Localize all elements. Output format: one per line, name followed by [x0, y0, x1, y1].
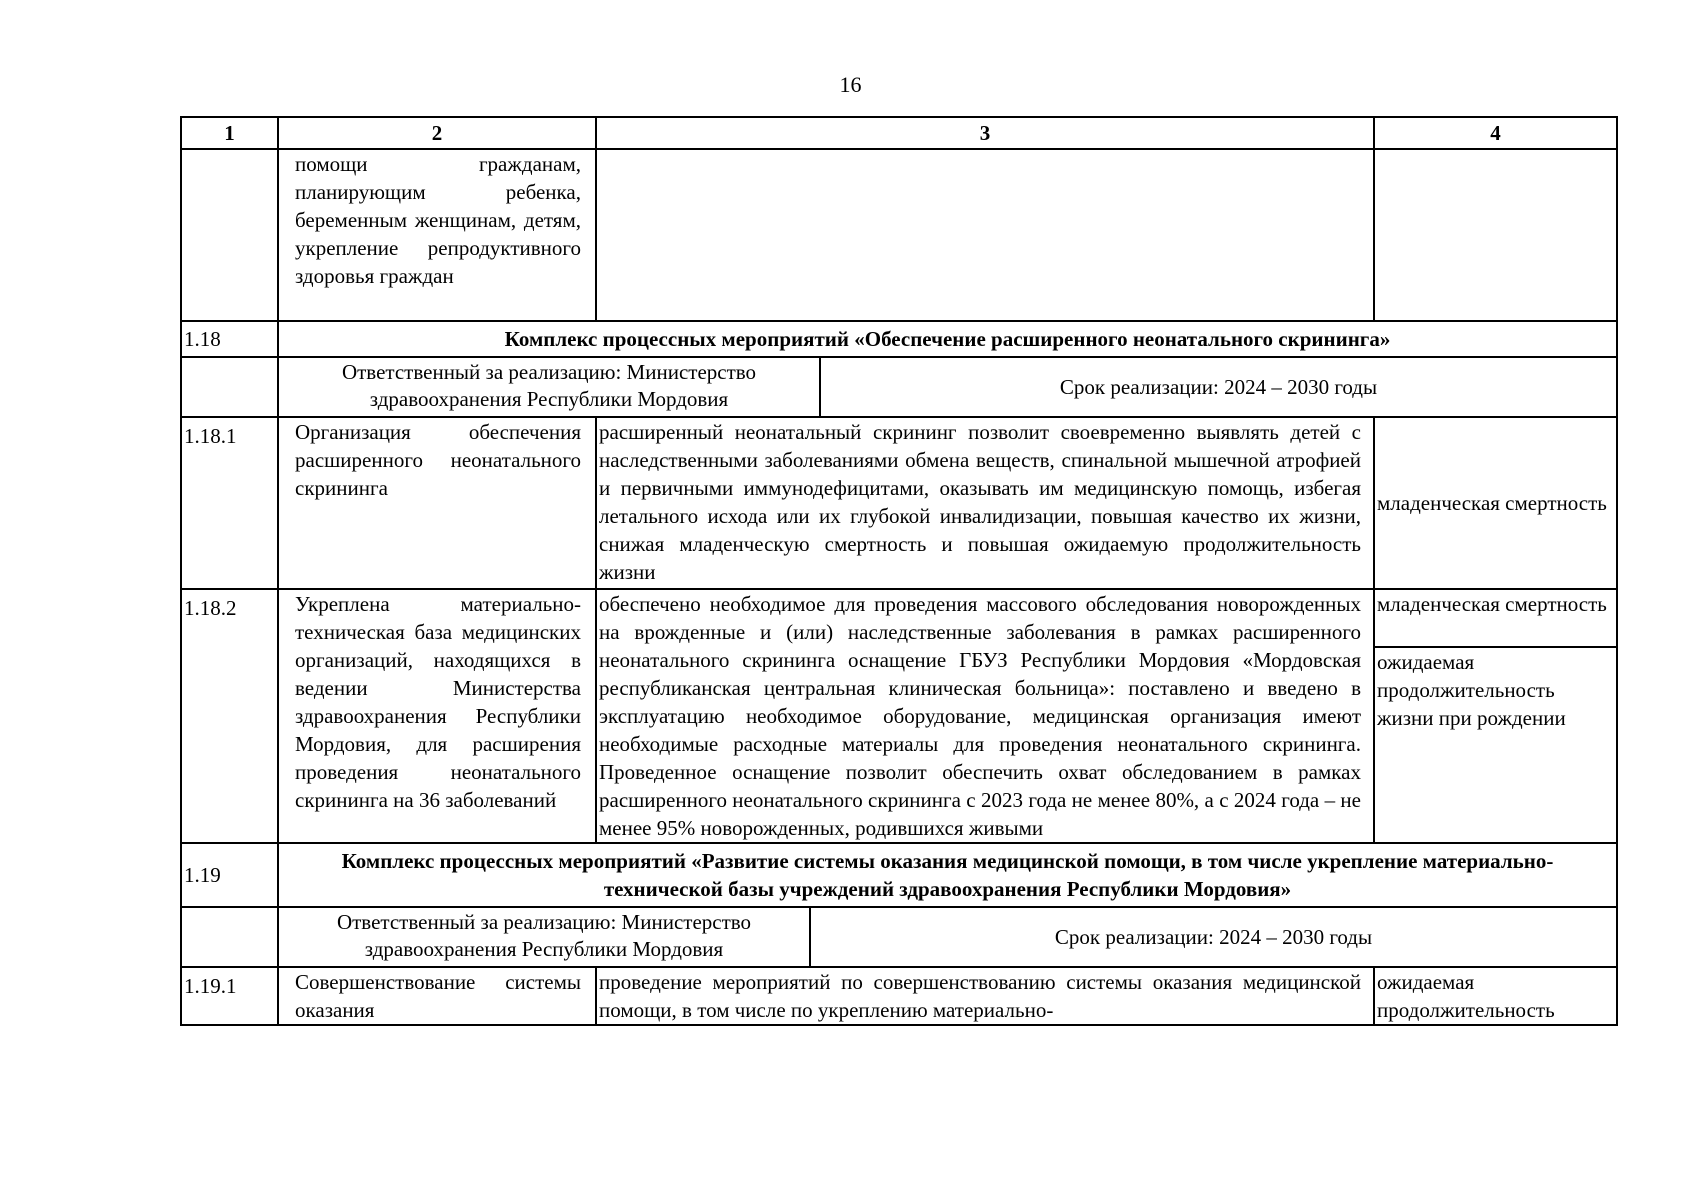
table-header-row	[181, 117, 1617, 149]
term-text: Срок реализации: 2024 – 2030 годы	[1059, 375, 1378, 399]
result-description-cell: обеспечено необходимое для проведения массового обследования новорожденных на врожденные и (или) наследственные заболевания в рамках расширенного неонатального скрининга оснащение ГБУЗ Республики Мордовия «Мордовская республиканская центральная клиническая больница»: поставлено и введено в эксплуатацию необходимое оборудование, медицинская организация имеют необходимые расходные материалы для проведения неонатального скрининга. Проведенное оснащение позволит обеспечить охват обследованием в рамках расширенного неонатального скрининга с 2023 года не менее 80%, а с 2024 года – не менее 95% новорожденных, родившихся живыми	[596, 589, 1374, 843]
activity-name-cell: Укреплена материально-техническая база медицинских организаций, находящихся в ведении Министерства здравоохранения Республики Мордовия, для расширения проведения неонатального скрининга на 36 заболеваний	[278, 589, 596, 843]
responsible-row-1-19	[181, 907, 1617, 967]
row-number: 1.18.1	[181, 417, 278, 589]
activity-name-cell: Совершенствование системы оказания	[278, 967, 596, 1025]
indicator-life-expectancy: ожидаемая продолжительность жизни при рождении	[1377, 650, 1566, 730]
responsible-row-1-18	[181, 357, 1617, 417]
table-row-1-18-2	[181, 589, 1617, 843]
column-header-4: 4	[1374, 117, 1617, 149]
term-text: Срок реализации: 2024 – 2030 годы	[1054, 925, 1373, 949]
empty-number-cell	[181, 357, 278, 417]
indicator-cell: ожидаемая продолжительность	[1374, 967, 1617, 1025]
indicator-cell: младенческая смертность	[1374, 417, 1617, 589]
activities-table	[180, 116, 1618, 1026]
indicator-cell	[1374, 589, 1617, 843]
table-row-continuation	[181, 149, 1617, 321]
section-row-1-18	[181, 321, 1617, 357]
activity-name-cell: помощи гражданам, планирующим ребенка, беременным женщинам, детям, укрепление репродуктивного здоровья граждан	[278, 149, 596, 321]
result-description-cell: проведение мероприятий по совершенствованию системы оказания медицинской помощи, в том числе по укреплению материально-	[596, 967, 1374, 1025]
table-row-1-19-1	[181, 967, 1617, 1025]
row-number: 1.18.2	[181, 589, 278, 843]
column-header-2: 2	[278, 117, 596, 149]
page-number: 16	[839, 72, 862, 97]
row-number: 1.19.1	[181, 967, 278, 1025]
table-row-1-18-1	[181, 417, 1617, 589]
responsible-text: Ответственный за реализацию: Министерство здравоохранения Республики Мордовия	[279, 908, 811, 966]
column-header-1: 1	[181, 117, 278, 149]
row-number-cell	[181, 149, 278, 321]
responsible-text: Ответственный за реализацию: Министерство здравоохранения Республики Мордовия	[279, 358, 821, 416]
section-title: Комплекс процессных мероприятий «Обеспечение расширенного неонатального скрининга»	[278, 321, 1617, 357]
section-title: Комплекс процессных мероприятий «Развитие системы оказания медицинской помощи, в том числе укрепление материально-технической базы учреждений здравоохранения Республики Мордовия»	[278, 843, 1617, 907]
result-description-cell	[596, 149, 1374, 321]
section-row-1-19	[181, 843, 1617, 907]
section-number: 1.18	[181, 321, 278, 357]
activity-name-cell: Организация обеспечения расширенного неонатального скрининга	[278, 417, 596, 589]
column-header-3: 3	[596, 117, 1374, 149]
indicator-infant-mortality: младенческая смертность	[1375, 590, 1616, 648]
empty-number-cell	[181, 907, 278, 967]
result-description-cell: расширенный неонатальный скрининг позволит своевременно выявлять детей с наследственными заболеваниями обмена веществ, спинальной мышечной атрофией и первичными иммунодефицитами, оказывать им медицинскую помощь, избегая летального исхода или их глубокой инвалидизации, повышая качество их жизни, снижая младенческую смертность и повышая ожидаемую продолжительность жизни	[596, 417, 1374, 589]
indicator-cell	[1374, 149, 1617, 321]
section-number: 1.19	[181, 843, 278, 907]
